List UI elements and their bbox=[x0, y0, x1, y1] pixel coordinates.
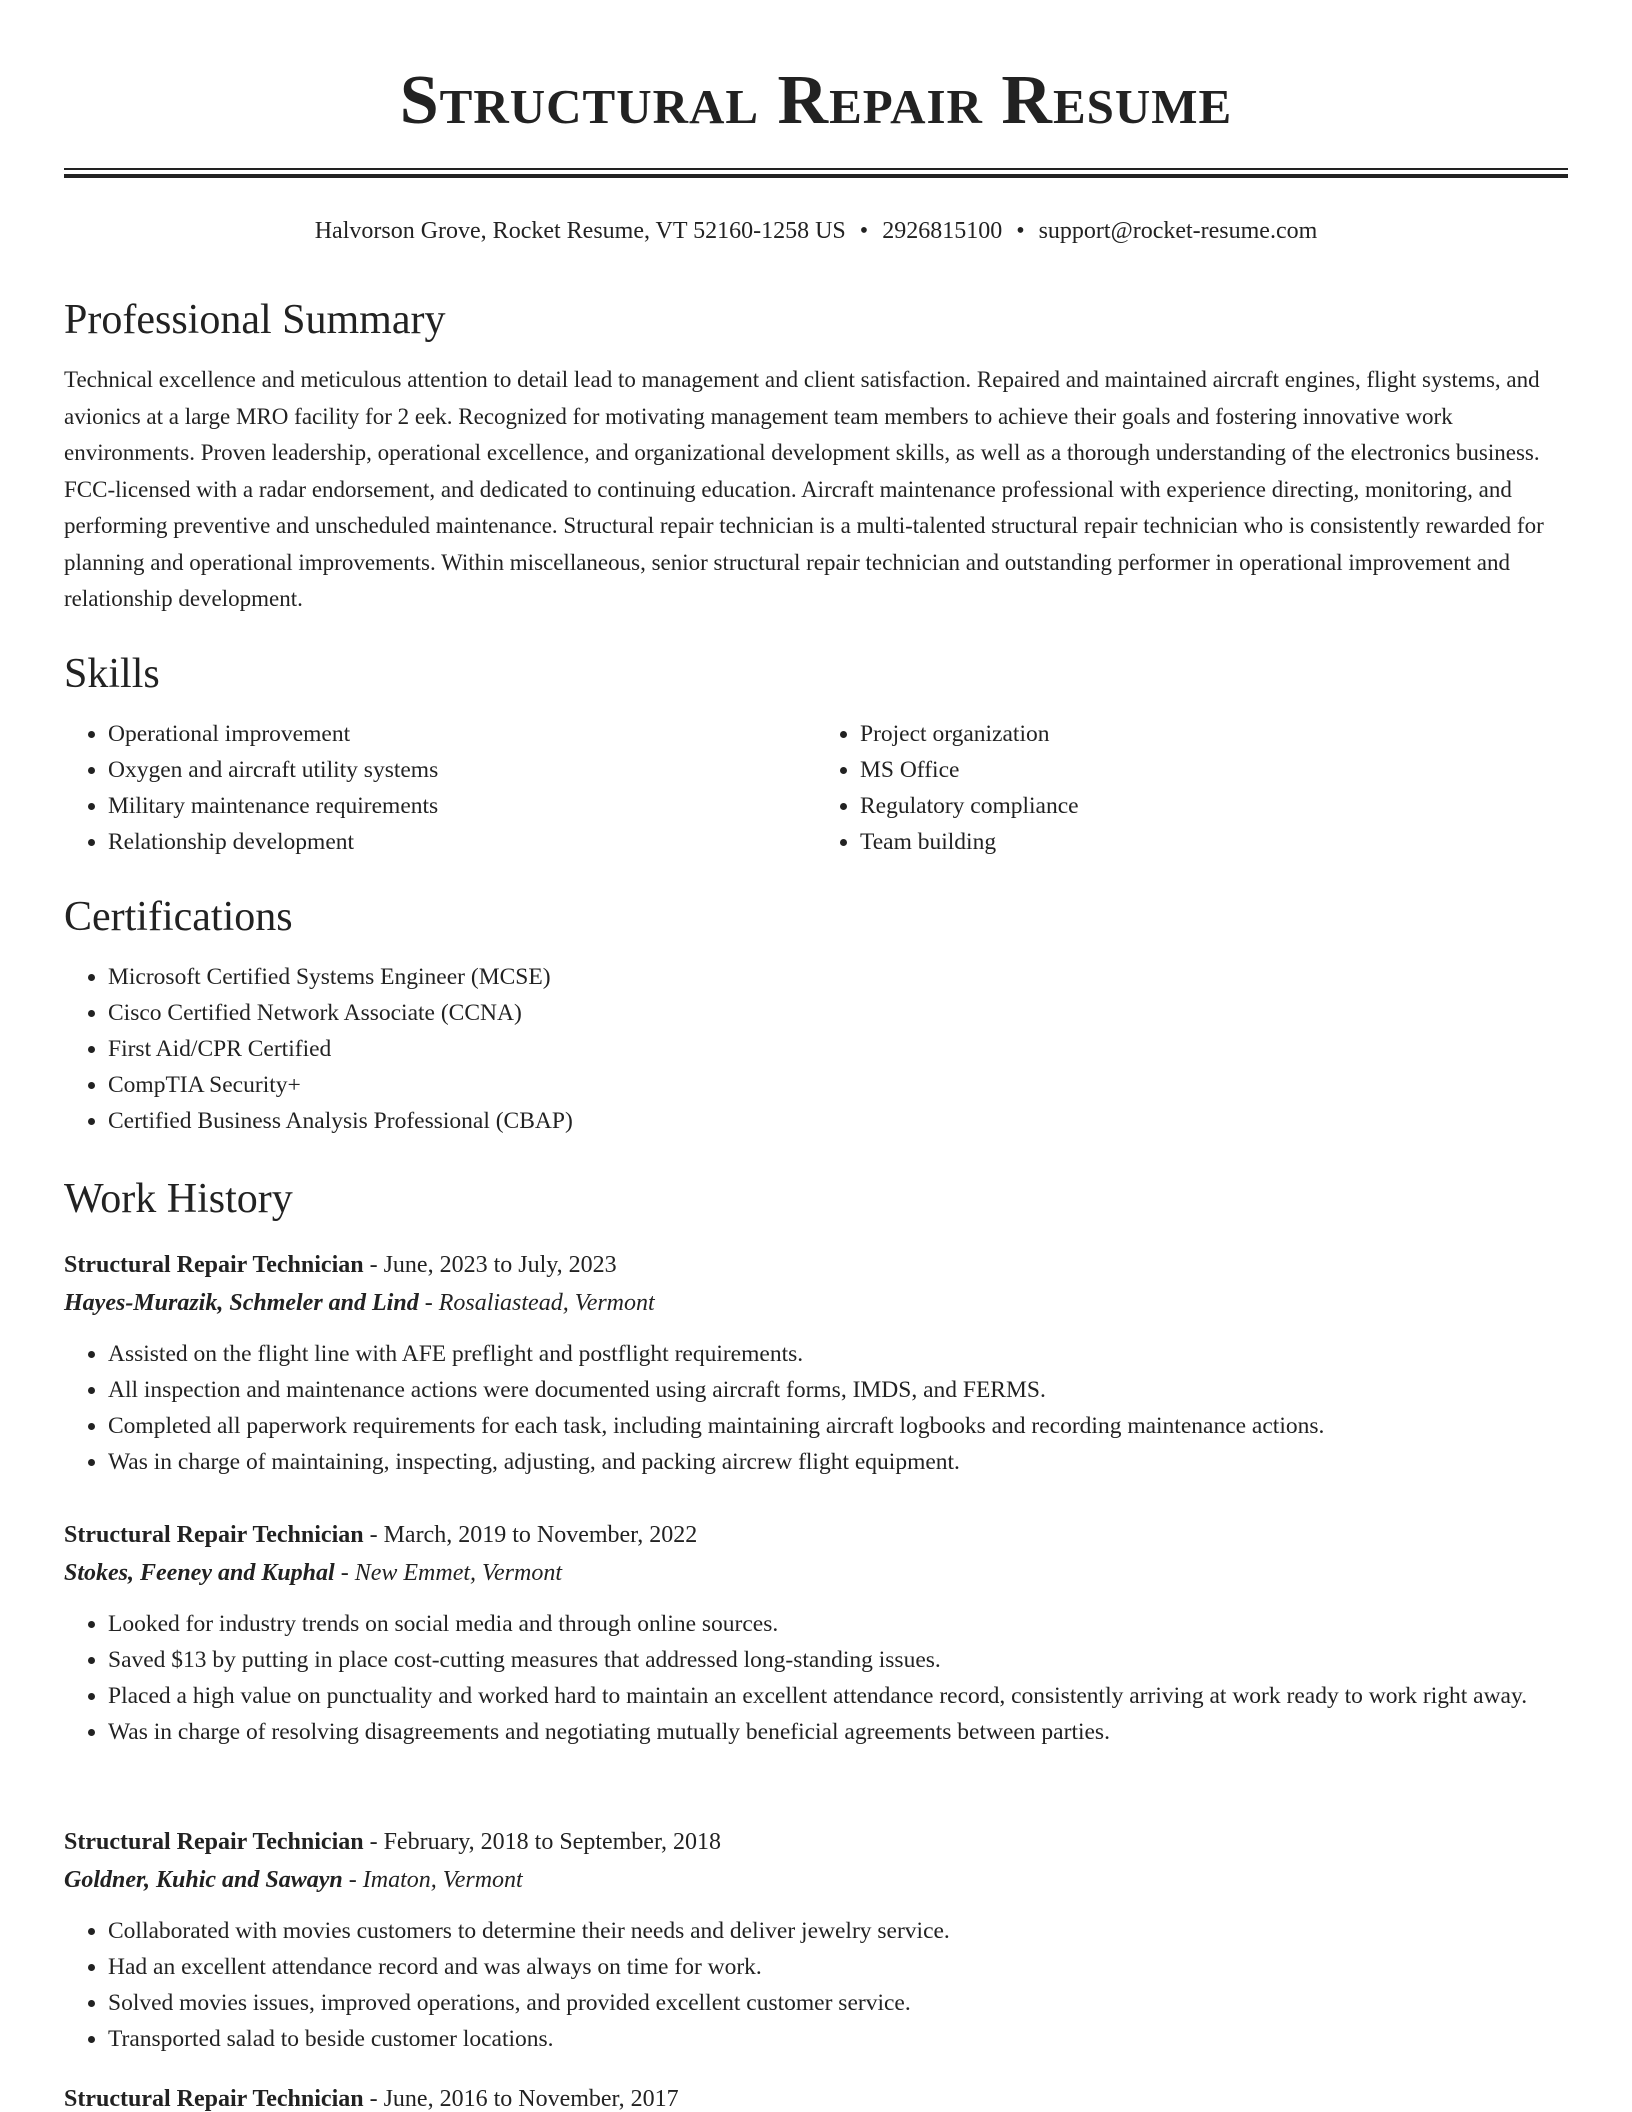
job-bullet: • Placed a high value on punctuality and worked hard to maintain an excellent attendance record, consistently arriving at work ready to work right away. bbox=[108, 1678, 1568, 1714]
job-company: Hayes-Murazik, Schmeler and Lind bbox=[64, 1290, 419, 1316]
skills-columns bbox=[64, 716, 1568, 860]
job-bullet: • Had an excellent attendance record and was always on time for work. bbox=[108, 1949, 1568, 1985]
job-bullet: • Transported salad to beside customer locations. bbox=[108, 2021, 1568, 2057]
job-company-line bbox=[64, 1284, 1568, 1322]
skill-item: • Regulatory compliance bbox=[860, 788, 1568, 824]
skill-item: • Operational improvement bbox=[108, 716, 816, 752]
job-bullets bbox=[64, 1336, 1568, 1480]
job-title: Structural Repair Technician bbox=[64, 1252, 364, 1278]
work-history-heading: Work History bbox=[64, 1176, 293, 1222]
job-dates: - June, 2016 to November, 2017 bbox=[363, 2086, 679, 2112]
job-title: Structural Repair Technician bbox=[64, 2086, 364, 2112]
contact-separator: • bbox=[859, 218, 869, 244]
job-title-line bbox=[64, 2080, 1568, 2112]
contact-phone: 2926815100 bbox=[882, 218, 1003, 244]
title-divider-thick bbox=[64, 174, 1568, 178]
job-company: Stokes, Feeney and Kuphal bbox=[64, 1560, 335, 1586]
job-location: - Imaton, Vermont bbox=[342, 1867, 523, 1893]
certification-item: • Cisco Certified Network Associate (CCNA) bbox=[108, 995, 1568, 1031]
skill-item: • Oxygen and aircraft utility systems bbox=[108, 752, 816, 788]
job-dates: - June, 2023 to July, 2023 bbox=[363, 1252, 617, 1278]
job-title-line bbox=[64, 1246, 1568, 1284]
job-bullet: • Solved movies issues, improved operations, and provided excellent customer service. bbox=[108, 1985, 1568, 2021]
certifications-heading: Certifications bbox=[64, 894, 293, 940]
certifications-section bbox=[64, 889, 1568, 1139]
title-divider-thin bbox=[64, 168, 1568, 170]
job-bullet: • Looked for industry trends on social media and through online sources. bbox=[108, 1606, 1568, 1642]
skill-item: • Relationship development bbox=[108, 824, 816, 860]
certifications-list bbox=[64, 959, 1568, 1139]
skill-item: • Team building bbox=[860, 824, 1568, 860]
job-bullets bbox=[64, 1913, 1568, 2057]
skills-list-right bbox=[816, 716, 1568, 860]
job-bullet: • All inspection and maintenance actions were documented using aircraft forms, IMDS, and FERMS. bbox=[108, 1372, 1568, 1408]
job-entry bbox=[64, 1516, 1568, 1750]
job-title-line bbox=[64, 1516, 1568, 1554]
certification-item: • Microsoft Certified Systems Engineer (MCSE) bbox=[108, 959, 1568, 995]
contact-line bbox=[64, 214, 1568, 248]
skill-item: • Military maintenance requirements bbox=[108, 788, 816, 824]
job-bullets bbox=[64, 1606, 1568, 1750]
job-entry bbox=[64, 1823, 1568, 2057]
job-title: Structural Repair Technician bbox=[64, 1522, 364, 1548]
job-bullet: • Assisted on the flight line with AFE preflight and postflight requirements. bbox=[108, 1336, 1568, 1372]
job-bullet: • Collaborated with movies customers to determine their needs and deliver jewelry service. bbox=[108, 1913, 1568, 1949]
job-dates: - March, 2019 to November, 2022 bbox=[363, 1522, 698, 1548]
skills-section bbox=[64, 646, 1568, 860]
certification-item: • CompTIA Security+ bbox=[108, 1067, 1568, 1103]
summary-heading: Professional Summary bbox=[64, 297, 446, 343]
summary-section bbox=[64, 292, 1568, 618]
resume-content bbox=[64, 0, 1568, 2112]
summary-text: Technical excellence and meticulous attention to detail lead to management and client satisfaction. Repaired and maintained aircraft engines, flight systems, and avionics at a large MRO facility for 2 eek. Recognized for motivating management team members to achieve their goals and fostering innovative work environments. Proven leadership, operational excellence, and organizational development skills, as well as a thorough understanding of the electronics business. FCC-licensed with a radar endorsement, and dedicated to continuing education. Aircraft maintenance professional with experience directing, monitoring, and performing preventive and unscheduled maintenance. Structural repair technician is a multi-talented structural repair technician who is consistently rewarded for planning and operational improvements. Within miscellaneous, senior structural repair technician and outstanding performer in operational improvement and relationship development. bbox=[64, 367, 1544, 611]
job-bullet: • Saved $13 by putting in place cost-cutting measures that addressed long-standing issues. bbox=[108, 1642, 1568, 1678]
job-title-line bbox=[64, 1823, 1568, 1861]
job-entry bbox=[64, 2080, 1568, 2112]
contact-email: support@rocket-resume.com bbox=[1038, 218, 1318, 244]
job-location: - Rosaliastead, Vermont bbox=[418, 1290, 655, 1316]
job-title: Structural Repair Technician bbox=[64, 1829, 364, 1855]
job-bullet: • Completed all paperwork requirements for each task, including maintaining aircraft logbooks and recording maintenance actions. bbox=[108, 1408, 1568, 1444]
contact-separator: • bbox=[1016, 218, 1025, 244]
resume-title: Structural Repair Resume bbox=[399, 62, 1233, 139]
job-bullet: • Was in charge of resolving disagreements and negotiating mutually beneficial agreements between parties. bbox=[108, 1714, 1568, 1750]
job-bullet: • Was in charge of maintaining, inspecting, adjusting, and packing aircrew flight equipment. bbox=[108, 1444, 1568, 1480]
work-history-section bbox=[64, 1171, 1568, 1227]
job-entry bbox=[64, 1246, 1568, 1480]
job-company: Goldner, Kuhic and Sawayn bbox=[64, 1867, 343, 1893]
job-company-line bbox=[64, 1554, 1568, 1592]
job-location: - New Emmet, Vermont bbox=[334, 1560, 562, 1586]
skill-item: • MS Office bbox=[860, 752, 1568, 788]
certification-item: • First Aid/CPR Certified bbox=[108, 1031, 1568, 1067]
job-company-line bbox=[64, 1861, 1568, 1899]
skills-list-left bbox=[64, 716, 816, 860]
certification-item: • Certified Business Analysis Professional (CBAP) bbox=[108, 1103, 1568, 1139]
contact-address: Halvorson Grove, Rocket Resume, VT 52160-1258 US bbox=[314, 218, 846, 244]
job-dates: - February, 2018 to September, 2018 bbox=[363, 1829, 721, 1855]
skills-heading: Skills bbox=[64, 651, 160, 697]
skill-item: • Project organization bbox=[860, 716, 1568, 752]
